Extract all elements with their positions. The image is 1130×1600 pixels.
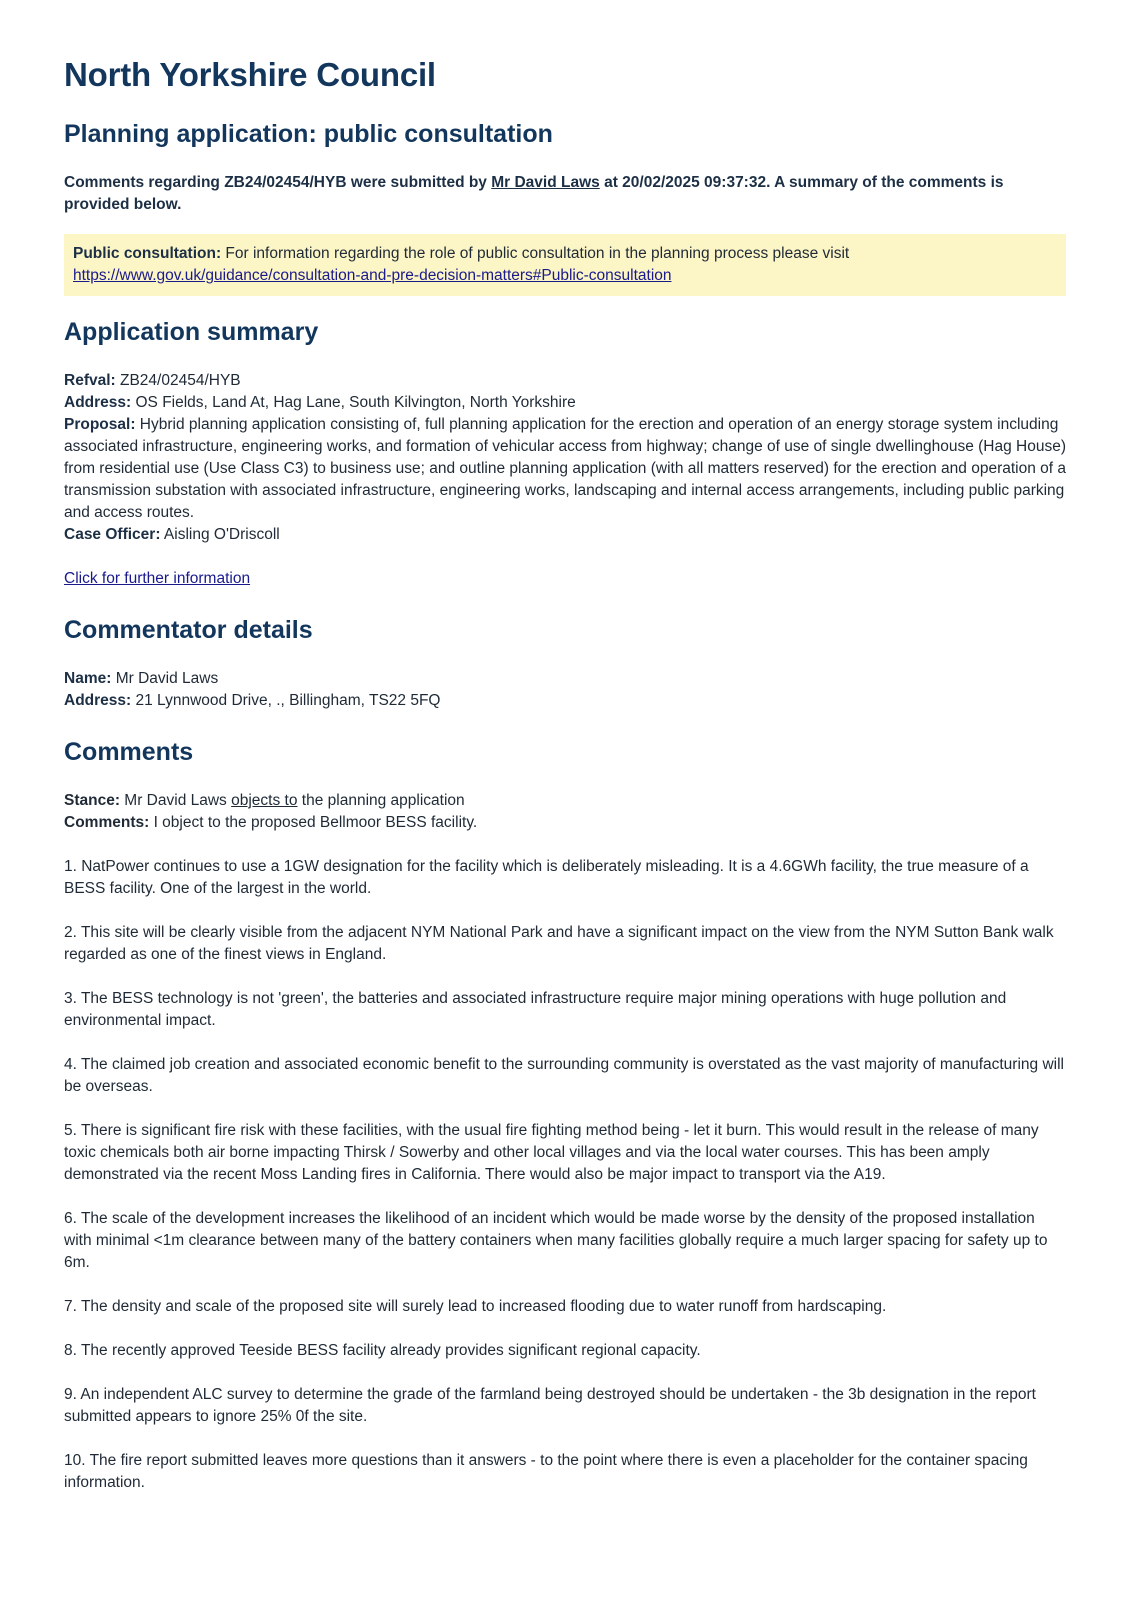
commentator-address-label: Address: — [64, 692, 132, 709]
refval-label: Refval: — [64, 372, 116, 389]
stance-link[interactable]: objects to — [231, 792, 298, 809]
comment-point: 9. An independent ALC survey to determine the grade of the farmland being destroyed should be undertaken - the 3b designation in the report submitted appears to ignore 25% 0f the site. — [64, 1386, 1036, 1425]
intro-paragraph — [64, 172, 1066, 216]
case-officer-label: Case Officer: — [64, 526, 161, 543]
notice-label: Public consultation: — [73, 245, 222, 262]
address-label: Address: — [64, 394, 132, 411]
further-info-line — [64, 568, 1066, 590]
proposal-label: Proposal: — [64, 416, 136, 433]
commentator-address-value: 21 Lynnwood Drive, ., Billingham, TS22 5FQ — [131, 692, 441, 709]
comment-point: 3. The BESS technology is not 'green', the batteries and associated infrastructure require major mining operations with huge pollution and environmental impact. — [64, 990, 1007, 1029]
stance-label: Stance: — [64, 792, 120, 809]
comments-intro: I object to the proposed Bellmoor BESS facility. — [149, 814, 478, 831]
page-subtitle: Planning application: public consultation — [64, 120, 553, 148]
application-summary-heading: Application summary — [64, 318, 319, 346]
proposal-value: Hybrid planning application consisting of, full planning application for the erection and operation of an energy storage system including associated infrastructure, engineering works, and formation of vehicular access from highway; change of use of single dwellinghouse (Hag House) from residential use (Use Class C3) to business use; and outline planning application (with all matters reserved) for the erection and operation of a transmission substation with associated infrastructure, engineering works, landscaping and internal access arrangements, including public parking and access routes. — [64, 416, 1067, 521]
commenter-link[interactable]: Mr David Laws — [491, 174, 600, 191]
comment-point: 6. The scale of the development increases the likelihood of an incident which would be made worse by the density of the proposed installation with minimal <1m clearance between many of the battery containers when many facilities globally require a much larger spacing for safety up to 6m. — [64, 1210, 1048, 1271]
case-officer-value: Aisling O'Driscoll — [160, 526, 280, 543]
refval-value: ZB24/02454/HYB — [115, 372, 241, 389]
comments-heading: Comments — [64, 738, 194, 766]
commentator-details-heading: Commentator details — [64, 616, 313, 644]
comment-point: 4. The claimed job creation and associated economic benefit to the surrounding community is overstated as the vast majority of manufacturing will be overseas. — [64, 1056, 1064, 1095]
comment-point: 5. There is significant fire risk with these facilities, with the usual fire fighting method being - let it burn. This would result in the release of many toxic chemicals both air borne impacting Thirsk / Sowerby and other local villages and via the local water courses. This has been amply demonstrated via the recent Moss Landing fires in California. There would also be major impact to transport via the A19. — [64, 1122, 1039, 1183]
notice-text: For information regarding the role of public consultation in the planning process please visit — [221, 245, 850, 262]
comment-point: 8. The recently approved Teeside BESS facility already provides significant regional capacity. — [64, 1342, 701, 1359]
consultation-guidance-link[interactable]: https://www.gov.uk/guidance/consultation-and-pre-decision-matters#Public-consultation — [73, 267, 672, 284]
commentator-name-label: Name: — [64, 670, 112, 687]
comment-point: 2. This site will be clearly visible from the adjacent NYM National Park and have a significant impact on the view from the NYM Sutton Bank walk regarded as one of the finest views in England. — [64, 924, 1054, 963]
org-title: North Yorkshire Council — [64, 56, 436, 93]
public-consultation-notice — [64, 234, 1066, 296]
stance-suffix: the planning application — [297, 792, 465, 809]
stance-prefix: Mr David Laws — [120, 792, 232, 809]
commentator-name-value: Mr David Laws — [111, 670, 219, 687]
comment-point: 10. The fire report submitted leaves more questions than it answers - to the point where there is even a placeholder for the container spacing information. — [64, 1452, 1028, 1491]
comment-point: 7. The density and scale of the proposed site will surely lead to increased flooding due to water runoff from hardscaping. — [64, 1298, 887, 1315]
intro-prefix: Comments regarding ZB24/02454/HYB were submitted by — [64, 174, 492, 191]
commentator-details — [64, 668, 1066, 712]
comments-label: Comments: — [64, 814, 150, 831]
stance-block — [64, 790, 1066, 834]
further-information-link[interactable]: Click for further information — [64, 570, 251, 587]
address-value: OS Fields, Land At, Hag Lane, South Kilvington, North Yorkshire — [131, 394, 576, 411]
comment-point: 1. NatPower continues to use a 1GW designation for the facility which is deliberately misleading. It is a 4.6GWh facility, the true measure of a BESS facility. One of the largest in the world. — [64, 858, 1029, 897]
application-details — [64, 370, 1066, 546]
intro-suffix: at 20/02/2025 09:37:32. A summary of the comments is provided below. — [64, 174, 1004, 213]
